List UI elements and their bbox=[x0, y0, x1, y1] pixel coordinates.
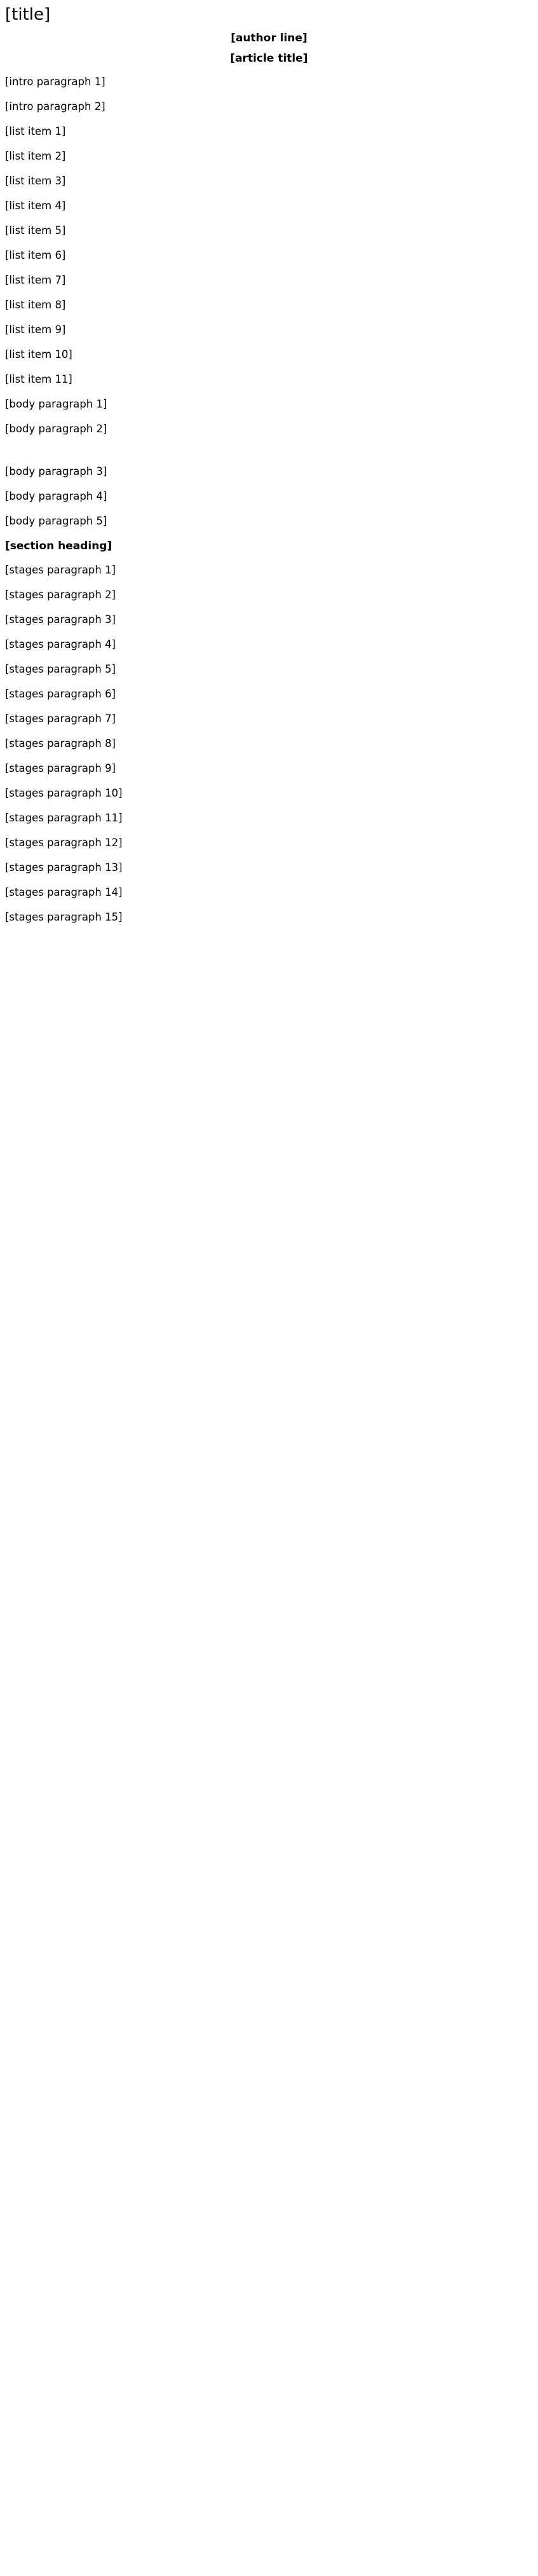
paragraph: [stages paragraph 13] bbox=[5, 861, 123, 874]
section-heading: [section heading] bbox=[5, 540, 112, 552]
paragraph: [stages paragraph 12] bbox=[5, 837, 123, 849]
paragraph: [stages paragraph 6] bbox=[5, 688, 116, 700]
paragraph: [body paragraph 2] bbox=[5, 423, 107, 435]
paragraph: [stages paragraph 11] bbox=[5, 812, 123, 824]
paragraph: [body paragraph 5] bbox=[5, 515, 107, 527]
list-item: [list item 9] bbox=[5, 324, 66, 336]
paragraph: [stages paragraph 3] bbox=[5, 613, 116, 626]
list-item: [list item 6] bbox=[5, 249, 66, 261]
list-item: [list item 3] bbox=[5, 175, 66, 187]
paragraph: [stages paragraph 1] bbox=[5, 564, 116, 576]
page bbox=[0, 0, 538, 926]
paragraph: [intro paragraph 2] bbox=[5, 100, 105, 113]
paragraph: [stages paragraph 10] bbox=[5, 787, 123, 799]
style-list bbox=[5, 122, 533, 388]
paragraph: [stages paragraph 9] bbox=[5, 762, 116, 774]
body-section bbox=[5, 395, 533, 530]
paragraph: [stages paragraph 14] bbox=[5, 886, 123, 898]
list-item: [list item 10] bbox=[5, 348, 72, 360]
paragraph: [body paragraph 3] bbox=[5, 465, 107, 477]
author-byline: [author line] bbox=[231, 32, 307, 45]
list-item: [list item 11] bbox=[5, 373, 72, 385]
list-item: [list item 5] bbox=[5, 224, 66, 236]
stages-section bbox=[5, 537, 533, 926]
list-item: [list item 1] bbox=[5, 125, 66, 137]
list-item: [list item 7] bbox=[5, 274, 66, 286]
article-title: [article title] bbox=[230, 52, 308, 65]
spacer bbox=[5, 444, 533, 462]
paragraph: [body paragraph 1] bbox=[5, 398, 107, 410]
paragraph: [stages paragraph 15] bbox=[5, 911, 123, 923]
paragraph: [stages paragraph 7] bbox=[5, 713, 116, 725]
list-item: [list item 2] bbox=[5, 150, 66, 162]
list-item: [list item 8] bbox=[5, 299, 66, 311]
paragraph: [intro paragraph 1] bbox=[5, 76, 105, 88]
paragraph: [body paragraph 4] bbox=[5, 490, 107, 502]
intro-section bbox=[5, 72, 533, 116]
paragraph: [stages paragraph 8] bbox=[5, 737, 116, 750]
site-title: [title] bbox=[5, 5, 51, 24]
paragraph: [stages paragraph 5] bbox=[5, 663, 116, 675]
paragraph: [stages paragraph 4] bbox=[5, 638, 116, 650]
list-item: [list item 4] bbox=[5, 200, 66, 212]
paragraph: [stages paragraph 2] bbox=[5, 589, 116, 601]
